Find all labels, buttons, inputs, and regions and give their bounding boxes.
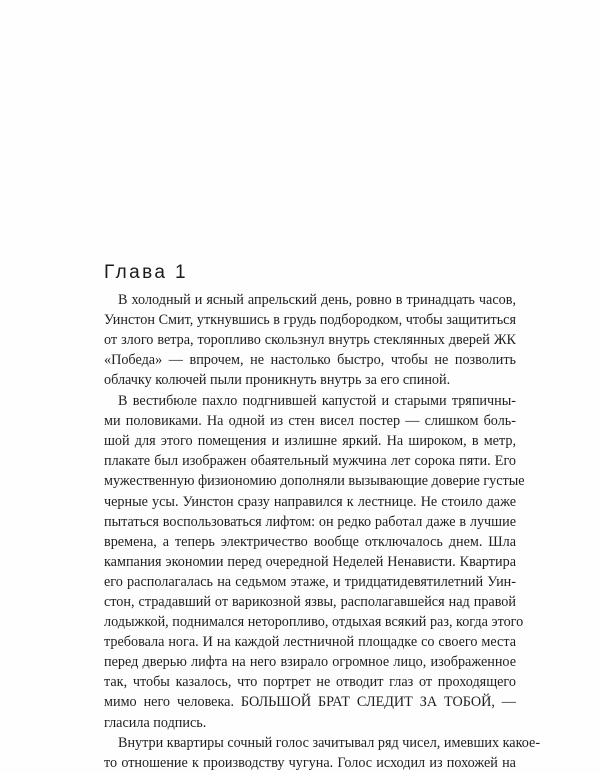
chapter-body: [104, 290, 541, 773]
text-line: Внутри квартиры сочный голос зачитывал ряд чисел, имевших какое-: [118, 735, 541, 752]
text-line: В холодный и ясный апрельский день, ровно в тринадцать часов,: [118, 292, 516, 308]
text-line: требовала нога. И на каждой лестничной площадке со своего места: [104, 634, 516, 651]
text-line: перед дверью лифта на него взирало огромное лицо, изображенное: [104, 654, 516, 671]
text-line: времена, а теперь электричество вообще отключалось днем. Шла: [104, 533, 516, 550]
text-line: кампания экономии перед очередной Неделей Ненависти. Квартира: [104, 553, 516, 570]
text-line: Уинстон Смит, уткнувшись в грудь подбородком, чтобы защититься: [104, 312, 516, 329]
paragraph-2: [104, 391, 525, 733]
chapter-title: Глава 1: [104, 262, 188, 283]
text-line: ми половиками. На одной из стен висел постер — слишком боль-: [104, 413, 516, 430]
text-line: «Победа» — впрочем, не настолько быстро, чтобы не позволить: [104, 352, 516, 369]
text-line: мужественную физиономию дополняли вызывающие доверие густые: [104, 473, 525, 490]
text-line: от злого ветра, торопливо скользнул внутрь стеклянных дверей ЖК: [104, 332, 516, 349]
text-line: облачку колючей пыли проникнуть внутрь за его спиной.: [104, 372, 451, 389]
paragraph-1: [104, 290, 516, 390]
text-line: плакате был изображен обаятельный мужчина лет сорока пяти. Его: [104, 453, 516, 470]
text-line: лодыжкой, поднимался неторопливо, отдыхая всякий раз, когда этого: [104, 614, 524, 631]
text-line: его располагалась на седьмом этаже, и тридцатидевятилетний Уин-: [104, 573, 516, 590]
text-line: гласила подпись.: [104, 714, 207, 731]
paragraph-3: [104, 733, 541, 773]
text-line: В вестибюле пахло подгнившей капустой и старыми тряпичны-: [118, 393, 516, 410]
text-line: пытаться воспользоваться лифтом: он редко работал даже в лучшие: [104, 513, 516, 530]
text-line: стон, страдавший от варикозной язвы, располагавшейся над правой: [104, 594, 516, 610]
text-line: так, чтобы казалось, что портрет не отводит глаз от проходящего: [104, 674, 516, 691]
text-line: мимо него человека. БОЛЬШОЙ БРАТ СЛЕДИТ ЗА ТОБОЙ, —: [104, 694, 516, 711]
text-line: черные усы. Уинстон сразу направился к лестнице. Не стоило даже: [104, 493, 516, 510]
text-line: шой для этого помещения и излишне яркий. На широком, в метр,: [104, 433, 516, 450]
text-line: то отношение к производству чугуна. Голос исходил из похожей на: [104, 755, 516, 772]
